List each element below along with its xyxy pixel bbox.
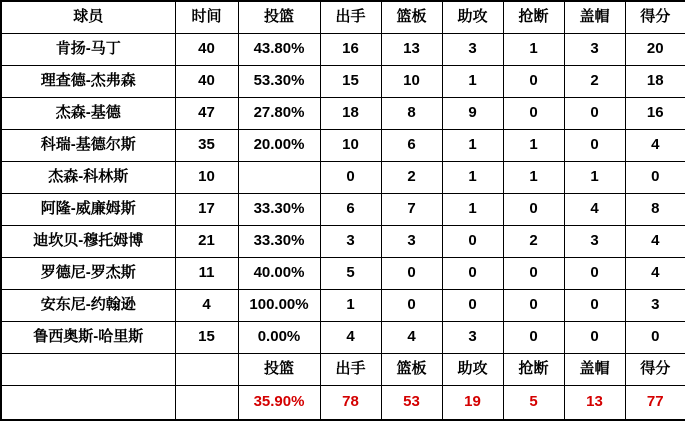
table-row <box>1 98 685 130</box>
cell-fga: 0 <box>320 162 381 194</box>
cell-fg-pct: 33.30% <box>238 226 320 258</box>
cell-player: 理查德-杰弗森 <box>1 66 175 98</box>
cell-blocks: 0 <box>564 98 625 130</box>
cell-rebounds: 3 <box>381 226 442 258</box>
cell-fg-pct: 27.80% <box>238 98 320 130</box>
cell-rebounds: 10 <box>381 66 442 98</box>
cell-fga: 6 <box>320 194 381 226</box>
cell-steals: 1 <box>503 130 564 162</box>
column-header-assists: 助攻 <box>442 1 503 34</box>
cell-steals: 1 <box>503 162 564 194</box>
cell-rebounds: 2 <box>381 162 442 194</box>
table-footer <box>1 354 685 421</box>
cell-player: 阿隆-威廉姆斯 <box>1 194 175 226</box>
totals-cell-player <box>1 386 175 421</box>
cell-rebounds: 6 <box>381 130 442 162</box>
table-row <box>1 290 685 322</box>
cell-player: 杰森-基德 <box>1 98 175 130</box>
cell-points: 0 <box>625 322 685 354</box>
cell-assists: 0 <box>442 226 503 258</box>
column-header-points: 得分 <box>625 1 685 34</box>
cell-minutes: 40 <box>175 34 238 66</box>
cell-assists: 1 <box>442 194 503 226</box>
cell-player: 鲁西奥斯-哈里斯 <box>1 322 175 354</box>
cell-assists: 1 <box>442 130 503 162</box>
cell-player: 迪坎贝-穆托姆博 <box>1 226 175 258</box>
cell-fg-pct <box>238 162 320 194</box>
cell-minutes: 10 <box>175 162 238 194</box>
cell-blocks: 3 <box>564 34 625 66</box>
cell-player: 罗德尼-罗杰斯 <box>1 258 175 290</box>
table-row <box>1 130 685 162</box>
totals-cell-blocks: 13 <box>564 386 625 421</box>
cell-points: 16 <box>625 98 685 130</box>
cell-minutes: 47 <box>175 98 238 130</box>
totals-cell-steals: 5 <box>503 386 564 421</box>
cell-rebounds: 8 <box>381 98 442 130</box>
cell-rebounds: 4 <box>381 322 442 354</box>
cell-blocks: 0 <box>564 130 625 162</box>
cell-blocks: 0 <box>564 258 625 290</box>
cell-fg-pct: 100.00% <box>238 290 320 322</box>
cell-player: 科瑞-基德尔斯 <box>1 130 175 162</box>
cell-minutes: 11 <box>175 258 238 290</box>
footer-header-blank-player <box>1 354 175 386</box>
footer-header-blocks: 盖帽 <box>564 354 625 386</box>
cell-points: 20 <box>625 34 685 66</box>
footer-header-assists: 助攻 <box>442 354 503 386</box>
cell-fga: 18 <box>320 98 381 130</box>
cell-blocks: 4 <box>564 194 625 226</box>
column-header-minutes: 时间 <box>175 1 238 34</box>
cell-fg-pct: 43.80% <box>238 34 320 66</box>
footer-header-blank-minutes <box>175 354 238 386</box>
footer-header-fg-pct: 投篮 <box>238 354 320 386</box>
cell-points: 0 <box>625 162 685 194</box>
cell-blocks: 1 <box>564 162 625 194</box>
cell-fg-pct: 0.00% <box>238 322 320 354</box>
cell-assists: 0 <box>442 290 503 322</box>
cell-fg-pct: 33.30% <box>238 194 320 226</box>
column-header-steals: 抢断 <box>503 1 564 34</box>
table-row <box>1 162 685 194</box>
totals-cell-fga: 78 <box>320 386 381 421</box>
cell-points: 4 <box>625 226 685 258</box>
column-header-blocks: 盖帽 <box>564 1 625 34</box>
cell-minutes: 4 <box>175 290 238 322</box>
footer-header-row <box>1 354 685 386</box>
cell-minutes: 21 <box>175 226 238 258</box>
totals-cell-fg-pct: 35.90% <box>238 386 320 421</box>
footer-header-steals: 抢断 <box>503 354 564 386</box>
cell-fga: 16 <box>320 34 381 66</box>
table-row <box>1 258 685 290</box>
cell-minutes: 15 <box>175 322 238 354</box>
cell-fga: 15 <box>320 66 381 98</box>
cell-blocks: 2 <box>564 66 625 98</box>
header-row <box>1 1 685 34</box>
footer-header-fga: 出手 <box>320 354 381 386</box>
totals-cell-rebounds: 53 <box>381 386 442 421</box>
table-row <box>1 194 685 226</box>
cell-fga: 5 <box>320 258 381 290</box>
column-header-fg-pct: 投篮 <box>238 1 320 34</box>
cell-fga: 4 <box>320 322 381 354</box>
cell-fga: 3 <box>320 226 381 258</box>
cell-steals: 0 <box>503 258 564 290</box>
table-row <box>1 322 685 354</box>
cell-assists: 9 <box>442 98 503 130</box>
cell-steals: 1 <box>503 34 564 66</box>
table-header <box>1 1 685 34</box>
cell-fg-pct: 20.00% <box>238 130 320 162</box>
cell-fg-pct: 40.00% <box>238 258 320 290</box>
cell-fg-pct: 53.30% <box>238 66 320 98</box>
table-row <box>1 66 685 98</box>
cell-points: 4 <box>625 130 685 162</box>
totals-row <box>1 386 685 421</box>
cell-blocks: 3 <box>564 226 625 258</box>
cell-steals: 0 <box>503 322 564 354</box>
cell-player: 安东尼-约翰逊 <box>1 290 175 322</box>
cell-player: 杰森-科林斯 <box>1 162 175 194</box>
column-header-rebounds: 篮板 <box>381 1 442 34</box>
cell-assists: 3 <box>442 322 503 354</box>
cell-rebounds: 0 <box>381 290 442 322</box>
cell-steals: 0 <box>503 66 564 98</box>
cell-steals: 2 <box>503 226 564 258</box>
cell-points: 18 <box>625 66 685 98</box>
column-header-player: 球员 <box>1 1 175 34</box>
table-row <box>1 226 685 258</box>
cell-steals: 0 <box>503 290 564 322</box>
cell-assists: 3 <box>442 34 503 66</box>
totals-cell-points: 77 <box>625 386 685 421</box>
cell-assists: 1 <box>442 66 503 98</box>
footer-header-rebounds: 篮板 <box>381 354 442 386</box>
cell-assists: 0 <box>442 258 503 290</box>
totals-cell-minutes <box>175 386 238 421</box>
cell-blocks: 0 <box>564 322 625 354</box>
totals-cell-assists: 19 <box>442 386 503 421</box>
cell-rebounds: 7 <box>381 194 442 226</box>
cell-fga: 1 <box>320 290 381 322</box>
cell-steals: 0 <box>503 194 564 226</box>
cell-player: 肯扬-马丁 <box>1 34 175 66</box>
cell-fga: 10 <box>320 130 381 162</box>
cell-minutes: 35 <box>175 130 238 162</box>
column-header-fga: 出手 <box>320 1 381 34</box>
cell-minutes: 40 <box>175 66 238 98</box>
cell-assists: 1 <box>442 162 503 194</box>
cell-rebounds: 13 <box>381 34 442 66</box>
footer-header-points: 得分 <box>625 354 685 386</box>
cell-points: 3 <box>625 290 685 322</box>
cell-points: 8 <box>625 194 685 226</box>
cell-steals: 0 <box>503 98 564 130</box>
table-row <box>1 34 685 66</box>
cell-blocks: 0 <box>564 290 625 322</box>
table-body <box>1 34 685 354</box>
cell-rebounds: 0 <box>381 258 442 290</box>
cell-minutes: 17 <box>175 194 238 226</box>
cell-points: 4 <box>625 258 685 290</box>
